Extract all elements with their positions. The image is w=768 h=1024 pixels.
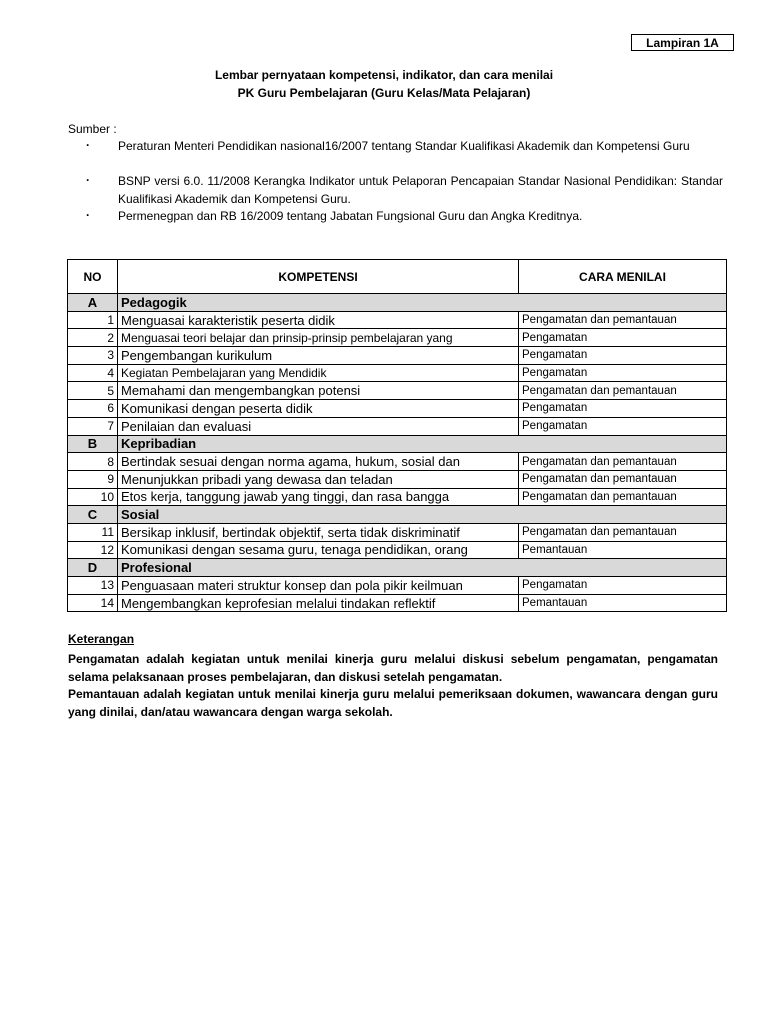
category-name: Pedagogik: [118, 294, 727, 312]
row-no: 5: [68, 382, 118, 400]
row-no: 14: [68, 594, 118, 612]
source-item: Permenegpan dan RB 16/2009 tentang Jabatan Fungsional Guru dan Angka Kreditnya.: [118, 209, 583, 223]
row-kompetensi: Memahami dan mengembangkan potensi: [118, 382, 519, 400]
table-row: [68, 577, 727, 595]
table-row: [68, 382, 727, 400]
row-kompetensi: Menguasai teori belajar dan prinsip-prinsip pembelajaran yang: [118, 329, 519, 347]
row-no: 10: [68, 488, 118, 506]
row-cara-menilai: Pengamatan dan pemantauan: [519, 382, 727, 400]
row-no: 2: [68, 329, 118, 347]
header-kompetensi: KOMPETENSI: [118, 260, 519, 294]
row-cara-menilai: Pengamatan dan pemantauan: [519, 488, 727, 506]
table-row: [68, 541, 727, 559]
row-cara-menilai: Pengamatan dan pemantauan: [519, 311, 727, 329]
notes-paragraph: Pemantauan adalah kegiatan untuk menilai kinerja guru melalui pemeriksaan dokumen, wawancara dengan guru yang dinilai, dan/atau wawancara dengan warga sekolah.: [68, 687, 718, 719]
source-item: BSNP versi 6.0. 11/2008 Kerangka Indikator untuk Pelaporan Pencapaian Standar Nasional Pendidikan: Standar Kualifikasi Akademik dan Kompetensi Guru.: [118, 174, 723, 206]
category-code: C: [68, 506, 118, 524]
competency-table: [67, 259, 727, 612]
sources-label: Sumber :: [68, 122, 117, 136]
row-cara-menilai: Pengamatan: [519, 417, 727, 435]
category-name: Sosial: [118, 506, 727, 524]
category-row: [68, 294, 727, 312]
bullet: ·: [86, 138, 90, 152]
category-name: Kepribadian: [118, 435, 727, 453]
category-row: [68, 435, 727, 453]
bullet: ·: [86, 208, 90, 222]
row-kompetensi: Penilaian dan evaluasi: [118, 417, 519, 435]
row-no: 4: [68, 364, 118, 382]
row-no: 8: [68, 453, 118, 471]
document-title: Lembar pernyataan kompetensi, indikator, dan cara menilai: [214, 68, 554, 82]
row-no: 11: [68, 523, 118, 541]
row-kompetensi: Komunikasi dengan peserta didik: [118, 400, 519, 418]
category-code: A: [68, 294, 118, 312]
category-name: Profesional: [118, 559, 727, 577]
row-no: 13: [68, 577, 118, 595]
bullet: ·: [86, 173, 90, 187]
row-no: 6: [68, 400, 118, 418]
row-kompetensi: Kegiatan Pembelajaran yang Mendidik: [118, 364, 519, 382]
row-kompetensi: Etos kerja, tanggung jawab yang tinggi, dan rasa bangga: [118, 488, 519, 506]
row-kompetensi: Pengembangan kurikulum: [118, 347, 519, 365]
table-row: [68, 347, 727, 365]
row-no: 12: [68, 541, 118, 559]
source-item: Peraturan Menteri Pendidikan nasional16/2007 tentang Standar Kualifikasi Akademik dan Kompetensi Guru: [118, 139, 690, 153]
table-row: [68, 311, 727, 329]
row-kompetensi: Bertindak sesuai dengan norma agama, hukum, sosial dan: [118, 453, 519, 471]
table-row: [68, 364, 727, 382]
table-row: [68, 400, 727, 418]
table-row: [68, 417, 727, 435]
category-code: D: [68, 559, 118, 577]
row-no: 9: [68, 470, 118, 488]
table-row: [68, 470, 727, 488]
row-cara-menilai: Pengamatan: [519, 577, 727, 595]
notes-title: Keterangan: [68, 632, 135, 646]
category-row: [68, 506, 727, 524]
row-cara-menilai: Pengamatan: [519, 347, 727, 365]
row-kompetensi: Bersikap inklusif, bertindak objektif, serta tidak diskriminatif: [118, 523, 519, 541]
row-cara-menilai: Pemantauan: [519, 541, 727, 559]
attachment-label: Lampiran 1A: [631, 34, 734, 51]
table-row: [68, 453, 727, 471]
category-row: [68, 559, 727, 577]
row-cara-menilai: Pemantauan: [519, 594, 727, 612]
header-no: NO: [68, 260, 118, 294]
row-cara-menilai: Pengamatan: [519, 329, 727, 347]
table-header-row: [68, 260, 727, 294]
row-cara-menilai: Pengamatan: [519, 364, 727, 382]
table-row: [68, 329, 727, 347]
row-kompetensi: Mengembangkan keprofesian melalui tindakan reflektif: [118, 594, 519, 612]
notes-paragraph: Pengamatan adalah kegiatan untuk menilai kinerja guru melalui diskusi sebelum pengamatan, pengamatan selama pelaksanaan proses pembelajaran, dan diskusi setelah pengamatan.: [68, 652, 718, 684]
row-no: 1: [68, 311, 118, 329]
row-cara-menilai: Pengamatan dan pemantauan: [519, 453, 727, 471]
row-cara-menilai: Pengamatan dan pemantauan: [519, 523, 727, 541]
document-subtitle: PK Guru Pembelajaran (Guru Kelas/Mata Pelajaran): [237, 86, 531, 100]
category-code: B: [68, 435, 118, 453]
row-cara-menilai: Pengamatan: [519, 400, 727, 418]
row-kompetensi: Menunjukkan pribadi yang dewasa dan teladan: [118, 470, 519, 488]
header-cara-menilai: CARA MENILAI: [519, 260, 727, 294]
row-kompetensi: Penguasaan materi struktur konsep dan pola pikir keilmuan: [118, 577, 519, 595]
table-row: [68, 594, 727, 612]
table-row: [68, 523, 727, 541]
row-kompetensi: Menguasai karakteristik peserta didik: [118, 311, 519, 329]
row-kompetensi: Komunikasi dengan sesama guru, tenaga pendidikan, orang: [118, 541, 519, 559]
row-no: 3: [68, 347, 118, 365]
table-row: [68, 488, 727, 506]
row-cara-menilai: Pengamatan dan pemantauan: [519, 470, 727, 488]
row-no: 7: [68, 417, 118, 435]
